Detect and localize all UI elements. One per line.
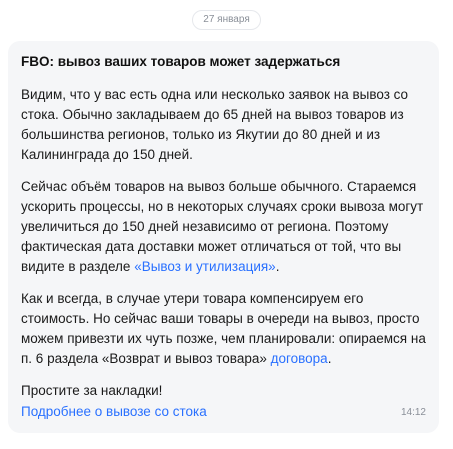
- more-about-removal-link[interactable]: Подробнее о вывозе со стока: [21, 404, 207, 419]
- contract-link[interactable]: договора: [270, 351, 328, 366]
- message-footer: [21, 403, 426, 421]
- paragraph-3-text: Как и всегда, в случае утери товара компенсируем его стоимость. Но сейчас ваши товары в очереди на вывоз, просто можем привезти их чуть позже, чем планировали: опираемся на п. 6 раздела «Возврат и вывоз товара»: [21, 291, 426, 366]
- paragraph-2-text: Сейчас объём товаров на вывоз больше обычного. Стараемся ускорить процессы, но в некоторых случаях сроки вывоза могут увеличиться до 150 дней независимо от региона. Поэтому фактическая дата доставки может отличаться от той, что вы видите в разделе: [21, 179, 424, 274]
- paragraph-3-end: .: [327, 351, 332, 366]
- message-time: 14:12: [400, 407, 426, 418]
- message-paragraph-1: Видим, что у вас есть одна или несколько заявок на вывоз со стока. Обычно закладываем до 65 дней на вывоз товаров из большинства регионов, только из Якутии до 80 дней и из Калининграда до 150 дней.: [21, 87, 409, 162]
- message-title: FBO: вывоз ваших товаров может задержаться: [21, 54, 341, 69]
- paragraph-2-end: .: [275, 259, 280, 274]
- message-paragraph-3: [21, 289, 426, 369]
- date-label: 27 января: [192, 10, 260, 30]
- date-separator: [0, 10, 453, 30]
- message-paragraph-4: Простите за накладки!: [21, 383, 163, 398]
- message-paragraph-2: [21, 177, 426, 277]
- message-bubble: [8, 41, 439, 433]
- disposal-section-link[interactable]: «Вывоз и утилизация»: [134, 259, 276, 274]
